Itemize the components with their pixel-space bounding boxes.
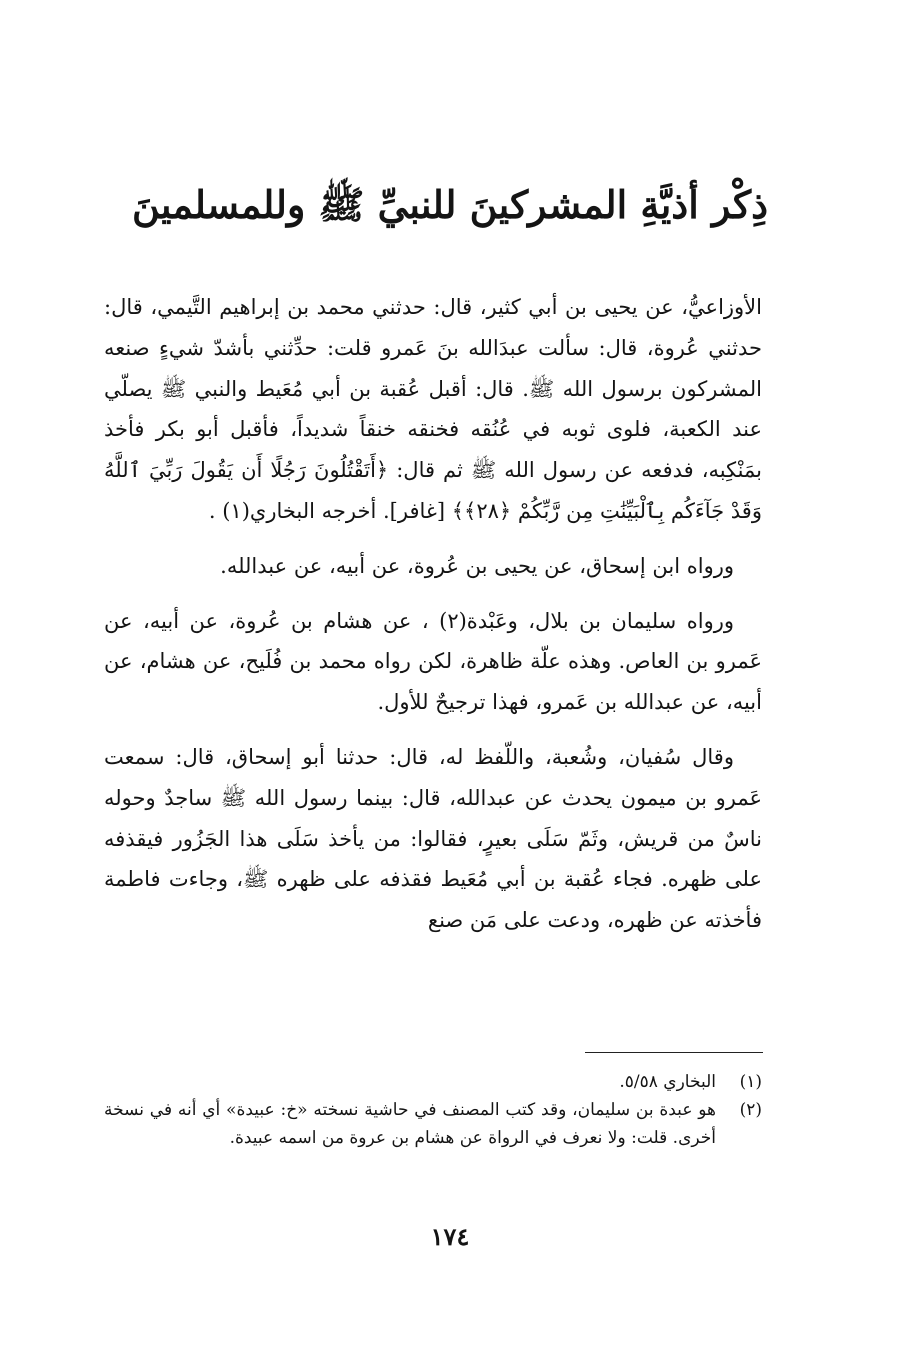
footnotes (104, 1068, 762, 1152)
paragraph-1: الأوزاعيُّ، عن يحيى بن أبي كثير، قال: حدثني محمد بن إبراهيم التَّيمي، قال: حدثني عُروة، قال: سألت عبدَالله بنَ عَمرو قلت: حدِّثني بأشدّ شيءٍ صنعه المشركون برسول الله ﷺ. قال: أقبل عُقبة بن أبي مُعَيط والنبي ﷺ يصلّي عند الكعبة، فلوى ثوبه في عُنُقه فخنقه خنقاً شديداً، فأقبل أبو بكر فأخذ بمَنْكِبه، فدفعه عن رسول الله ﷺ ثم قال: ﴿أَتَقْتُلُونَ رَجُلًا أَن يَقُولَ رَبِّيَ ٱللَّهُ وَقَدْ جَآءَكُم بِٱلْبَيِّنَٰتِ مِن رَّبِّكُمْ ﴿٢٨﴾﴾ [غافر]. أخرجه البخاري(١) . (104, 295, 762, 523)
main-text (104, 287, 762, 941)
paragraph-3: ورواه سليمان بن بلال، وعَبْدة(٢) ، عن هشام بن عُروة، عن أبيه، عن عَمرو بن العاص. وهذه علّة ظاهرة، لكن رواه محمد بن فُلَيح، عن هشام، عن أبيه، عن عبدالله بن عَمرو، فهذا ترجيحٌ للأول. (104, 608, 762, 715)
chapter-title: ذِكْر أذيَّةِ المشركينَ للنبيِّ ﷺ وللمسلمينَ (132, 182, 768, 228)
paragraph-2: ورواه ابن إسحاق، عن يحيى بن عُروة، عن أبيه، عن عبدالله. (220, 553, 734, 578)
footnote-number: (١) (739, 1072, 762, 1092)
page-number: ١٧٤ (430, 1222, 470, 1251)
footnote-number: (٢) (739, 1100, 762, 1120)
paragraph-4: وقال سُفيان، وشُعبة، واللّفظ له، قال: حدثنا أبو إسحاق، قال: سمعت عَمرو بن ميمون يحدث عن عبدالله، قال: بينما رسول الله ﷺ ساجدٌ وحوله ناسٌ من قريش، وثَمّ سَلَى بعيرٍ، فقالوا: من يأخذ سَلَى هذا الجَزُور فيقذفه على ظهره. فجاء عُقبة بن أبي مُعَيط فقذفه على ظهره ﷺ، وجاءت فاطمة فأخذته عن ظهره، ودعت على مَن صنع (104, 744, 762, 933)
footnote-divider (585, 1052, 763, 1053)
footnote-text: هو عبدة بن سليمان، وقد كتب المصنف في حاشية نسخته «خ: عبيدة» أي أنه في نسخة أخرى. قلت: ولا نعرف في الرواة عن هشام بن عروة من اسمه عبيدة. (104, 1100, 716, 1148)
footnote-text: البخاري ٥/٥٨. (619, 1072, 716, 1092)
footnote-2 (104, 1096, 762, 1152)
footnote-1 (104, 1068, 762, 1096)
